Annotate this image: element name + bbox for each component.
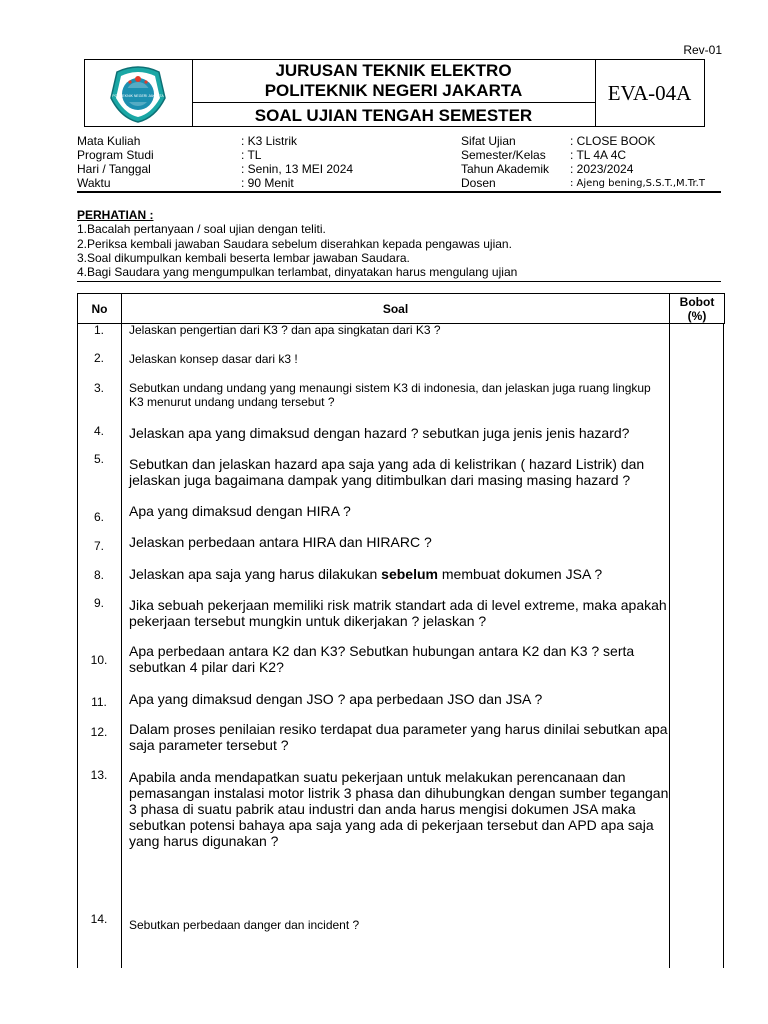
question-text: Apabila anda mendapatkan suatu pekerjaan untuk melakukan perencanaan dan pemasangan instalasi motor listrik 3 phasa dan dihubungkan dengan sumber tegangan 3 phasa di suatu pabrik atau industri dan anda harus mengisi dokumen JSA maka sebutkan potensi bahaya apa saja yang ada di pekerjaan tersebut dan APD apa saja yang harus digunakan ? (129, 769, 669, 849)
info-label: Hari / Tanggal (77, 162, 151, 176)
info-value: : Senin, 13 MEI 2024 (241, 162, 354, 176)
info-label: Mata Kuliah (77, 134, 141, 148)
info-label: Program Studi (77, 148, 154, 162)
question-text: Apa perbedaan antara K2 dan K3? Sebutkan hubungan antara K2 dan K3 ? serta sebutkan 4 pilar dari K2? (129, 643, 635, 675)
question-number: 3. (93, 381, 104, 395)
logo-cell (85, 60, 193, 126)
document-header (84, 59, 705, 127)
title-cell (192, 60, 596, 126)
info-value: : CLOSE BOOK (570, 134, 656, 148)
question-text: Jelaskan perbedaan antara HIRA dan HIRARC ? (129, 534, 432, 550)
question-number: 8. (93, 568, 104, 582)
info-value: : 90 Menit (241, 176, 294, 190)
question-text: Sebutkan perbedaan danger dan incident ? (129, 918, 360, 932)
info-value: : K3 Listrik (241, 134, 298, 148)
note-item: 3.Soal dikumpulkan kembali beserta lembar jawaban Saudara. (77, 250, 410, 265)
info-label: Tahun Akademik (461, 162, 550, 176)
questions-table-header (77, 293, 725, 324)
question-number: 11. (91, 695, 107, 709)
question-text: Jelaskan pengertian dari K3 ? dan apa singkatan dari K3 ? (129, 323, 441, 337)
question-text: Jelaskan konsep dasar dari k3 ! (129, 352, 298, 366)
question-text: Dalam proses penilaian resiko terdapat dua parameter yang harus dinilai sebutkan apa saja parameter tersebut ? (129, 721, 668, 753)
question-text: Apa yang dimaksud dengan HIRA ? (129, 503, 351, 519)
question-number: 9. (93, 596, 104, 610)
info-label: Dosen (461, 176, 496, 190)
col-soal-header: Soal (122, 294, 670, 324)
notes-heading: PERHATIAN : (77, 208, 154, 222)
question-text: Jelaskan apa yang dimaksud dengan hazard ? sebutkan juga jenis jenis hazard? (129, 425, 630, 441)
revision-label: Rev-01 (683, 43, 722, 57)
col-bobot-header: Bobot (%) (670, 294, 725, 324)
exam-title: SOAL UJIAN TENGAH SEMESTER (254, 106, 533, 125)
question-number: 6. (93, 510, 104, 524)
info-label: Semester/Kelas (461, 148, 546, 162)
question-text: Apa yang dimaksud dengan JSO ? apa perbedaan JSO dan JSA ? (129, 691, 543, 707)
question-text-part: Jelaskan apa saja yang harus dilakukan (129, 566, 382, 582)
logo-text: POLITEKNIK NEGERI JAKARTA (112, 94, 164, 98)
institution-title: POLITEKNIK NEGERI JAKARTA (264, 81, 523, 100)
info-label: Waktu (77, 176, 111, 190)
col-no-header: No (78, 294, 122, 324)
info-label: Sifat Ujian (461, 134, 516, 148)
info-value: : TL 4A 4C (570, 148, 627, 162)
question-text-bold: sebelum (381, 566, 438, 582)
divider (77, 191, 721, 193)
lecturer-value: : Ajeng bening,S.S.T.,M.Tr.T (570, 178, 705, 189)
institution-logo (85, 60, 192, 126)
question-text-part: membuat dokumen JSA ? (437, 566, 603, 582)
note-item: 4.Bagi Saudara yang mengumpulkan terlambat, dinyatakan harus mengulang ujian (77, 265, 518, 280)
question-number: 4. (93, 424, 104, 438)
note-item: 2.Periksa kembali jawaban Saudara sebelum diserahkan kepada pengawas ujian. (77, 236, 512, 251)
document-code: EVA-04A (607, 80, 692, 105)
question-text: Sebutkan undang undang yang menaungi sistem K3 di indonesia, dan jelaskan juga ruang lingkup K3 menurut undang undang tersebut ? (129, 381, 651, 409)
question-number: 1. (93, 323, 104, 337)
info-value: : 2023/2024 (570, 162, 634, 176)
questions-body (77, 323, 724, 968)
question-number: 13. (90, 768, 108, 782)
question-number: 2. (93, 351, 104, 365)
note-item: 1.Bacalah pertanyaan / soal ujian dengan teliti. (77, 222, 326, 237)
question-text (129, 566, 669, 582)
notes-section (77, 208, 517, 279)
question-text: Sebutkan dan jelaskan hazard apa saja yang ada di kelistrikan ( hazard Listrik) dan jelaskan juga bagaimana dampak yang ditimbulkan dari masing masing hazard ? (129, 456, 645, 488)
department-title: JURUSAN TEKNIK ELEKTRO (275, 61, 512, 80)
question-number: 14. (90, 912, 108, 926)
question-number: 12. (90, 725, 108, 739)
question-text: Jika sebuah pekerjaan memiliki risk matrik standart ada di level extreme, maka apakah pekerjaan tersebut mungkin untuk dikerjakan ? jelaskan ? (129, 597, 667, 629)
question-number: 10. (90, 653, 108, 667)
question-number: 7. (93, 539, 104, 553)
info-value: : TL (241, 148, 262, 162)
question-number: 5. (93, 452, 104, 466)
divider (77, 281, 721, 282)
